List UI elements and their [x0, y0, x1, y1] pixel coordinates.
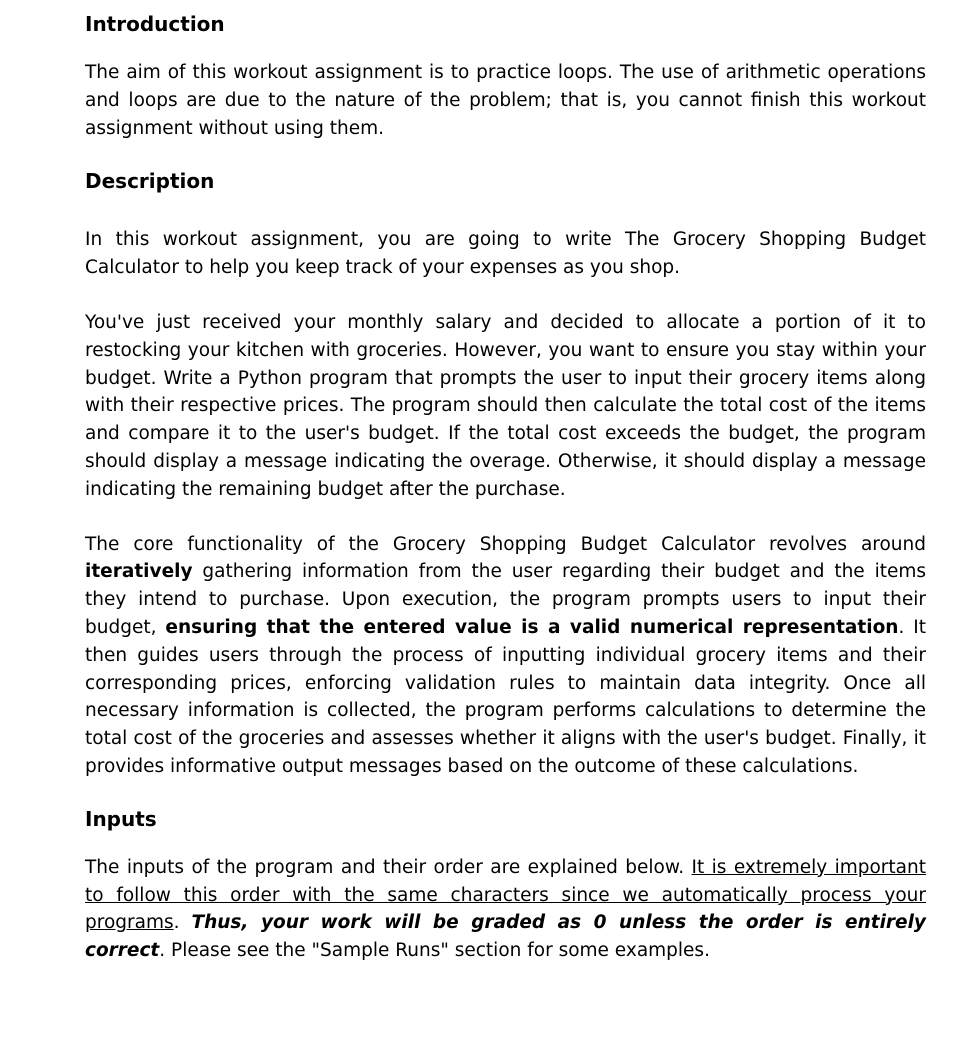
description-heading: Description — [85, 169, 215, 194]
description-paragraph-1: In this workout assignment, you are going to write The Grocery Shopping Budget Calculator to help you keep track of your expenses as you shop. — [85, 229, 926, 279]
text-span: . — [173, 912, 192, 934]
description-paragraph-2: You've just received your monthly salary and decided to allocate a portion of it to restocking your kitchen with groceries. However, you want to ensure you stay within your budget. Write a Python program that prompts the user to input their grocery items along with their respective prices. The program should then calculate the total cost of the items and compare it to the user's budget. If the total cost exceeds the budget, the program should display a message indicating the overage. Otherwise, it should display a message indicating the remaining budget after the purchase. — [85, 311, 926, 500]
italic-text: Thus, your work will be graded as 0 unless the order is entirely correct — [85, 912, 926, 962]
introduction-heading: Introduction — [85, 12, 225, 36]
introduction-paragraph: The aim of this workout assignment is to practice loops. The use of arithmetic operations and loops are due to the nature of the problem; that is, you cannot finish this workout assignment without using them. — [85, 62, 926, 139]
text-span: . Please see the "Sample Runs" section for some examples. — [159, 940, 710, 962]
bold-text: iteratively — [85, 561, 193, 583]
assignment-document — [85, 0, 926, 965]
text-span: The core functionality of the Grocery Shopping Budget Calculator revolves around — [85, 533, 926, 555]
inputs-paragraph — [85, 854, 926, 965]
text-span: gathering information from the user regarding their budget and the items they intend to purchase. Upon execution, the program prompts users to input their budget, — [85, 561, 926, 638]
underlined-text: It is extremely important to follow this order with the same characters since we automatically process your programs — [85, 856, 926, 934]
text-span: The inputs of the program and their order are explained below. — [85, 856, 692, 878]
inputs-heading: Inputs — [85, 806, 157, 831]
description-paragraph-3 — [85, 531, 926, 781]
bold-text: ensuring that the entered value is a valid numerical representation — [165, 616, 899, 638]
text-span: . It then guides users through the process of inputting individual grocery items and their corresponding prices, enforcing validation rules to maintain data integrity. Once all necessary information is collected, the program performs calculations to determine the total cost of the groceries and assesses whether it aligns with the user's budget. Finally, it provides informative output messages based on the outcome of these calculations. — [85, 616, 926, 777]
